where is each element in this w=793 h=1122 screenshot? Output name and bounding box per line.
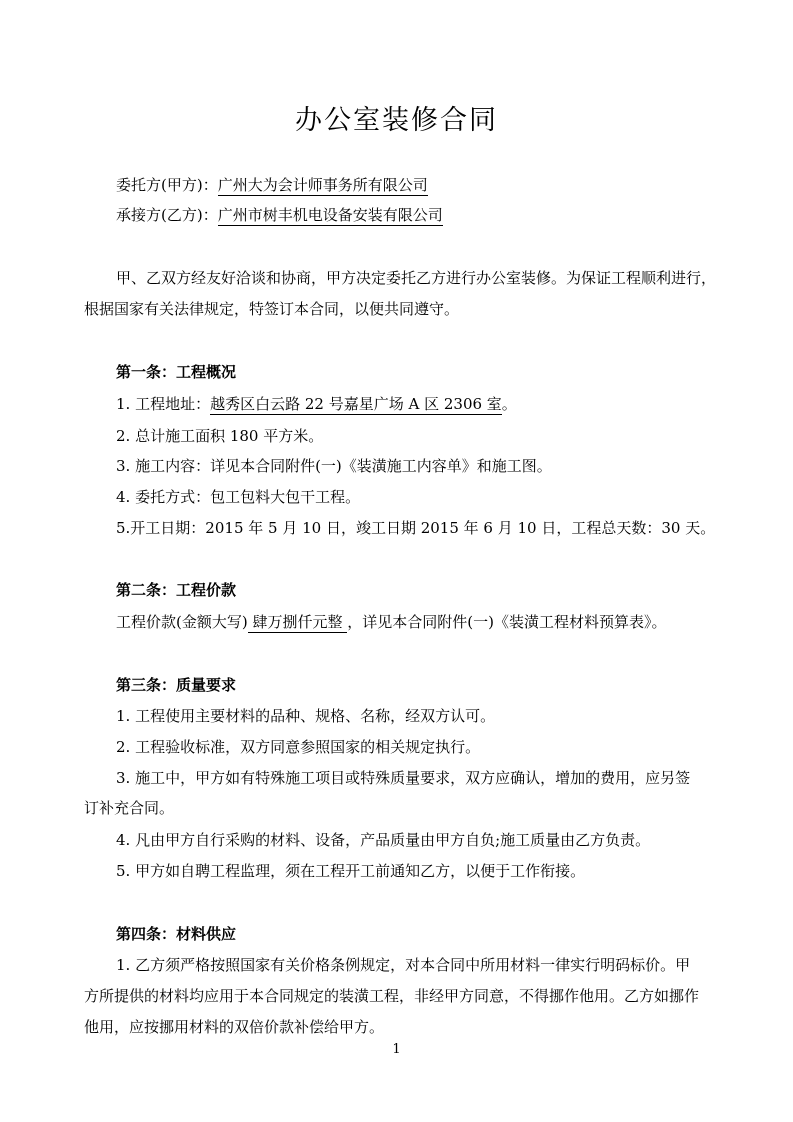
article-4-item-1-line-3: 他用，应按挪用材料的双倍价款补偿给甲方。 xyxy=(84,1018,385,1036)
article-1-item-3: 3. 施工内容：详见本合同附件(一)《装潢施工内容单》和施工图。 xyxy=(116,457,552,475)
article-2-heading: 第二条：工程价款 xyxy=(116,581,237,599)
page-number: 1 xyxy=(392,1042,401,1057)
price-amount: 肆万捌仟元整 xyxy=(247,613,348,631)
address-label: 1. 工程地址： xyxy=(116,395,211,413)
article-3-item-2: 2. 工程验收标准，双方同意参照国家的相关规定执行。 xyxy=(116,738,481,756)
party-b-name: 广州市树丰机电设备安装有限公司 xyxy=(217,206,443,224)
price-suffix: ，详见本合同附件(一)《装潢工程材料预算表》。 xyxy=(347,613,667,631)
address-suffix: 。 xyxy=(501,395,517,413)
address-value: 越秀区白云路 22 号嘉星广场 A 区 2306 室 xyxy=(210,395,502,413)
article-4-heading: 第四条：材料供应 xyxy=(116,925,237,943)
party-b-line xyxy=(116,205,443,225)
article-3-item-1: 1. 工程使用主要材料的品种、规格、名称，经双方认可。 xyxy=(116,707,496,725)
article-3-item-4: 4. 凡由甲方自行采购的材料、设备，产品质量由甲方自负;施工质量由乙方负责。 xyxy=(116,831,651,849)
party-b-label: 承接方(乙方)： xyxy=(116,206,218,224)
contract-title: 办公室装修合同 xyxy=(295,105,498,136)
party-a-name: 广州大为会计师事务所有限公司 xyxy=(217,176,428,194)
article-2-price-line xyxy=(116,612,666,632)
article-3-item-5: 5. 甲方如自聘工程监理，须在工程开工前通知乙方，以便于工作衔接。 xyxy=(116,862,586,880)
article-3-heading: 第三条：质量要求 xyxy=(116,676,237,694)
party-a-label: 委托方(甲方)： xyxy=(116,176,218,194)
article-3-item-3-line-1: 3. 施工中，甲方如有特殊施工项目或特殊质量要求，双方应确认，增加的费用，应另签 xyxy=(116,769,691,787)
article-4-item-1-line-1: 1. 乙方须严格按照国家有关价格条例规定，对本合同中所用材料一律实行明码标价。甲 xyxy=(116,956,691,974)
intro-line-2: 根据国家有关法律规定，特签订本合同，以便共同遵守。 xyxy=(84,300,460,318)
article-1-heading: 第一条：工程概况 xyxy=(116,363,237,381)
article-1-item-5: 5.开工日期：2015 年 5 月 10 日，竣工日期 2015 年 6 月 10 日，工程总天数：30 天。 xyxy=(116,519,716,537)
article-4-item-1-line-2: 方所提供的材料均应用于本合同规定的装潢工程，非经甲方同意，不得挪作他用。乙方如挪作 xyxy=(84,987,700,1005)
article-3-item-3-line-2: 订补充合同。 xyxy=(84,799,175,817)
article-1-item-1 xyxy=(116,394,517,414)
article-1-item-2: 2. 总计施工面积 180 平方米。 xyxy=(116,427,324,445)
price-label: 工程价款(金额大写) xyxy=(116,613,248,631)
article-1-item-4: 4. 委托方式：包工包料大包干工程。 xyxy=(116,488,361,506)
party-a-line xyxy=(116,175,428,195)
intro-line-1: 甲、乙双方经友好洽谈和协商，甲方决定委托乙方进行办公室装修。为保证工程顺利进行， xyxy=(116,269,717,287)
